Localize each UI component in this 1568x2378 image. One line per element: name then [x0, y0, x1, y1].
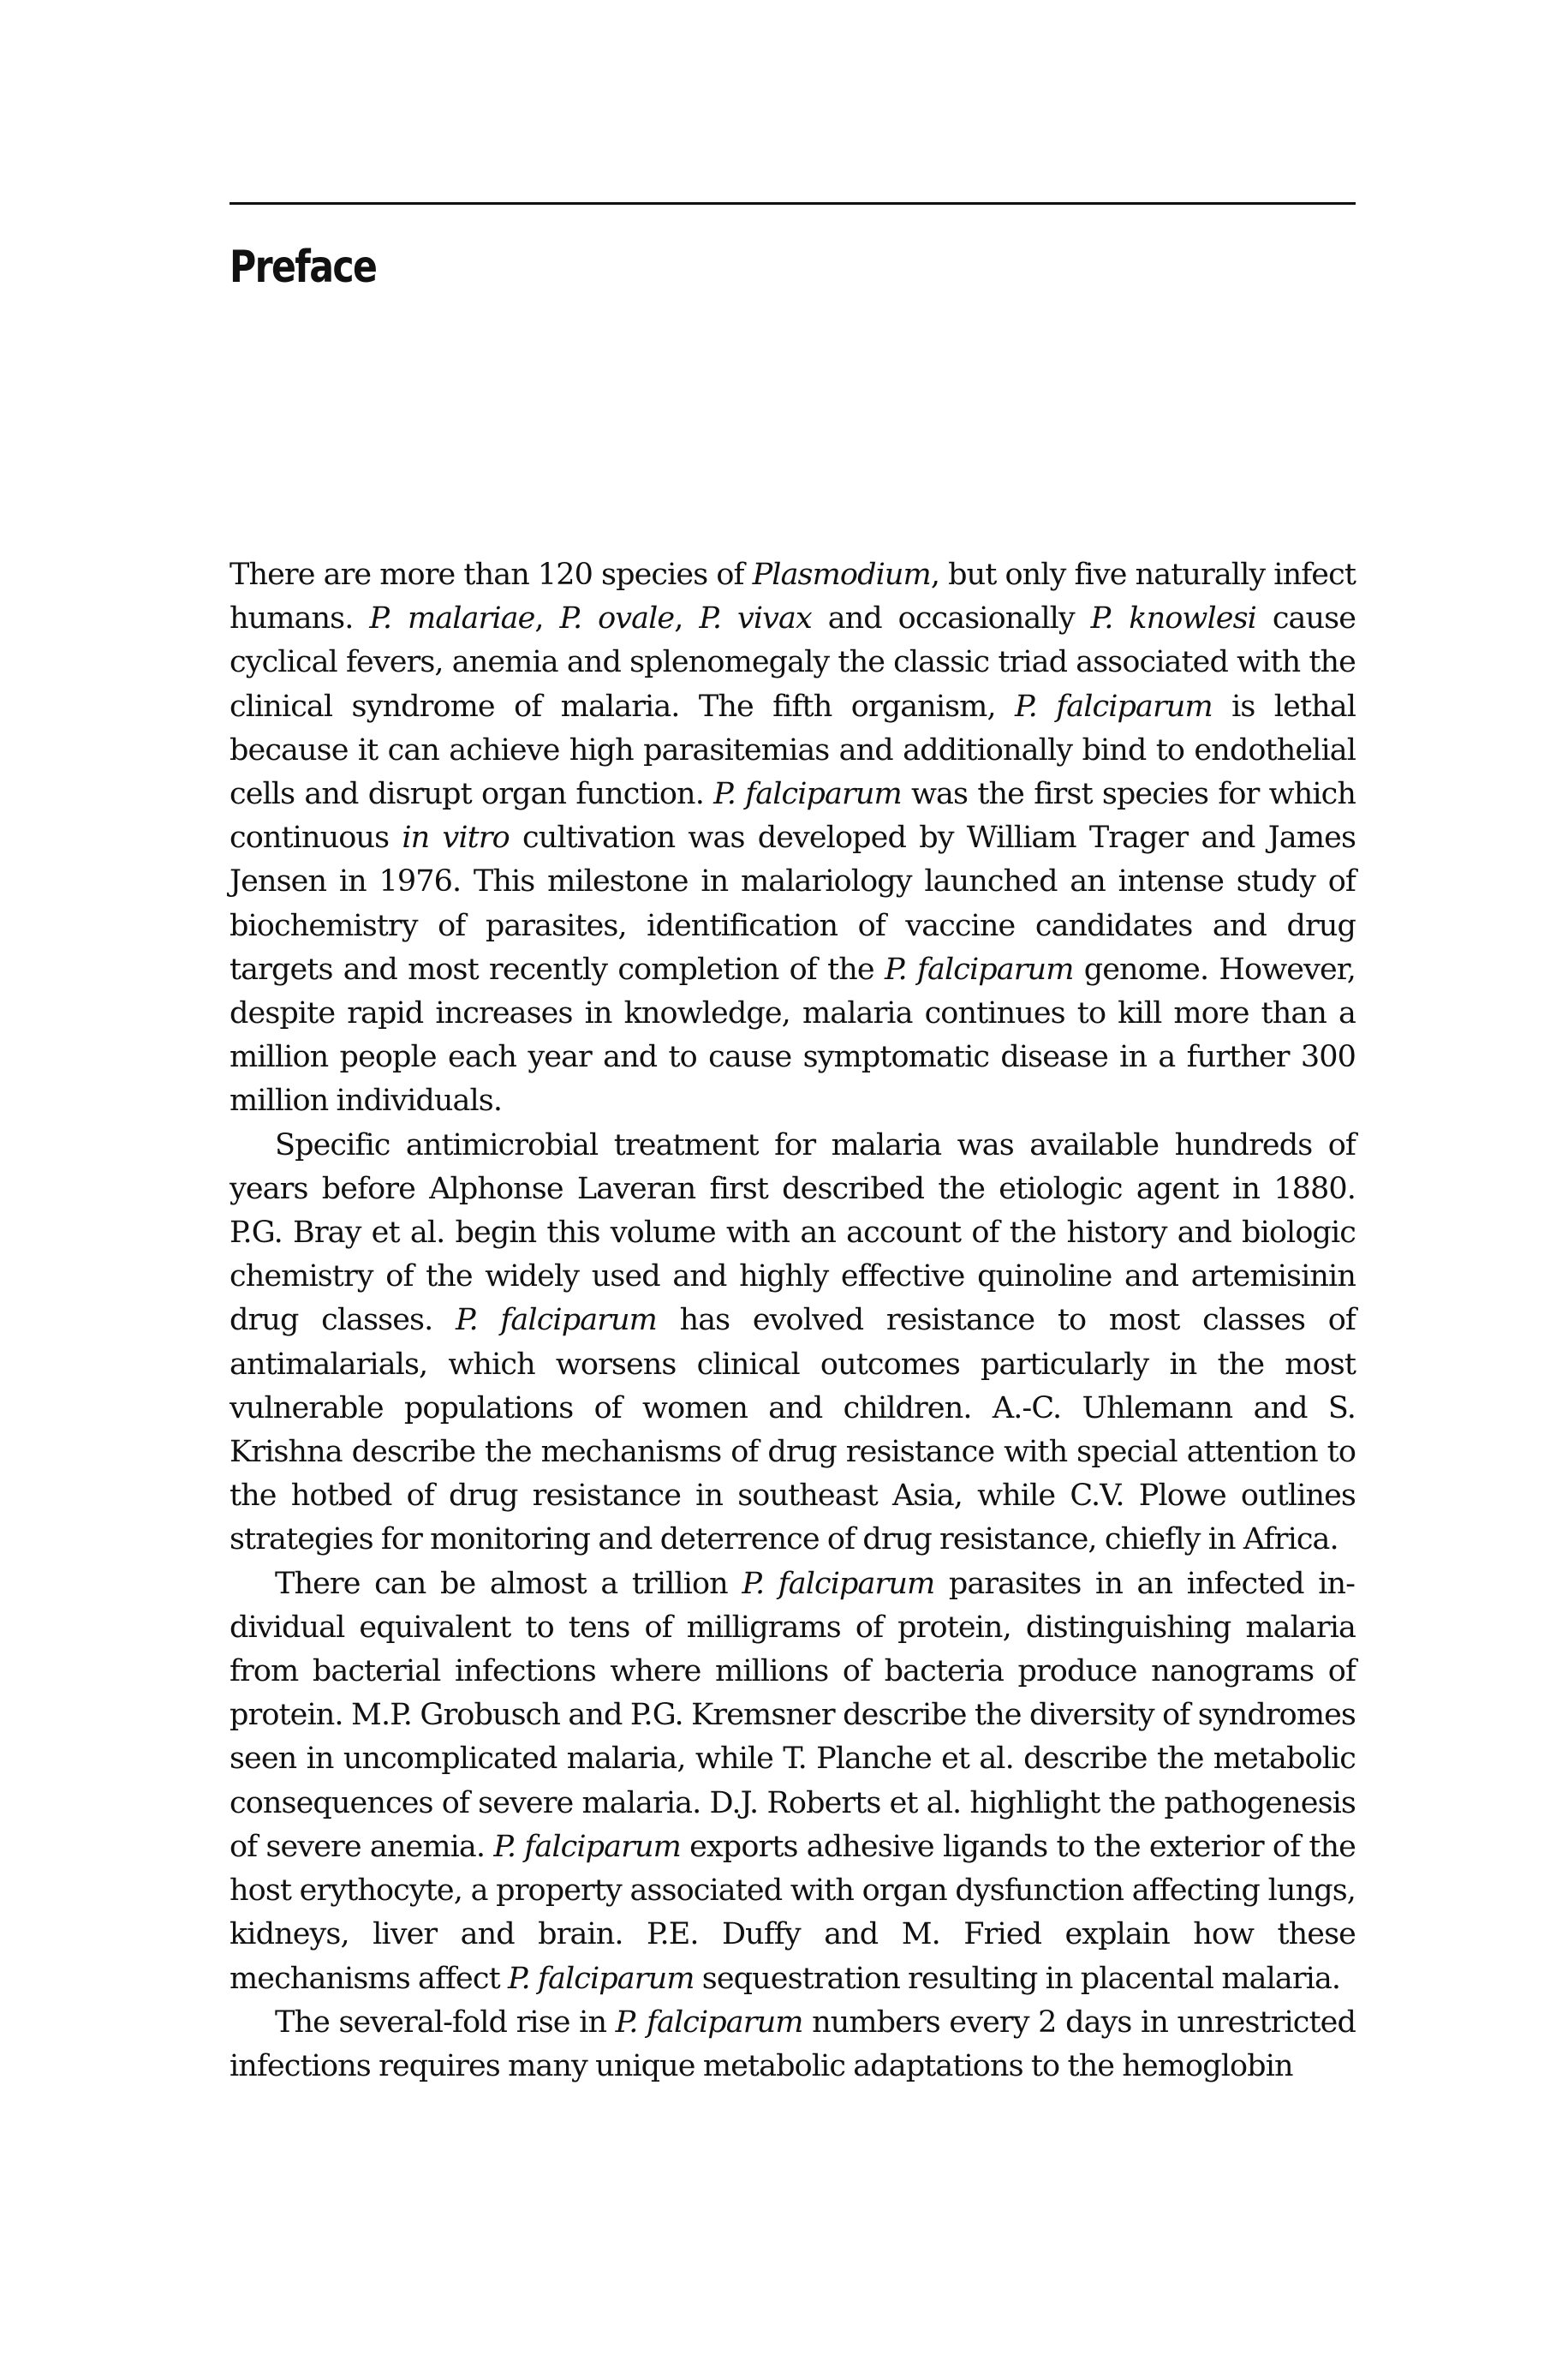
page-title: Preface [230, 242, 377, 293]
italic-term: P. falciparum [713, 777, 902, 812]
text-run: is lethal because it can achieve high parasitemias and additionally bind to endothelial cells and disrupt organ function. [230, 689, 1356, 812]
text-run: There are more than 120 species of [230, 558, 753, 592]
text-run: , [534, 601, 560, 636]
paragraph [230, 2001, 1356, 2088]
italic-term: in vitro [402, 821, 510, 856]
text-run: , but only five naturally infect humans. [230, 558, 1356, 636]
italic-term: Plasmodium [752, 558, 931, 592]
italic-term: P. falciparum [1015, 689, 1213, 724]
italic-term: P. falciparum [884, 952, 1074, 987]
italic-term: P. falciparum [742, 1566, 935, 1601]
text-run: There can be almost a trillion [275, 1566, 742, 1601]
italic-term: P. falciparum [615, 2005, 803, 2040]
paragraph [230, 1124, 1356, 1562]
text-run: , [674, 601, 700, 636]
text-run: Specific antimicrobial treatment for malaria was available hundreds of years before Alphonse Laveran first described the etiologic agent in 1880. P.G. Bray et al. begin this volume with an account of the history and biologic chemistry of the widely used and highly effective quinoline and artemisinin drug classes. [230, 1127, 1356, 1338]
italic-term: P. falciparum [455, 1303, 657, 1338]
italic-term: P. knowlesi [1090, 601, 1256, 636]
italic-term: P. ovale [559, 601, 675, 636]
text-run: genome. However, despite rapid increases in knowledge, malaria continues to kill more than a million people each year and to cause symptomatic disease in a further 300 million individuals. [230, 952, 1356, 1119]
text-run: cultivation was developed by William Trager and James Jensen in 1976. This milestone in malariology launched an intense study of biochemistry of parasites, identification of vaccine candidates and drug targets and most recently completion of the [230, 821, 1356, 987]
text-run: The several-fold rise in [275, 2005, 616, 2040]
italic-term: P. falciparum [493, 1829, 681, 1864]
text-run: parasites in an infected individual equivalent to tens of milligrams of protein, distinguishing malaria from bacterial infections where millions of bacteria produce nanograms of protein. M.P. Grobusch and P.G. Kremsner describe the diversity of syndromes seen in uncomplicated malaria, while T. Planche et al. describe the metabolic consequences of severe malaria. D.J. Roberts et al. highlight the pathogenesis of severe anemia. [230, 1566, 1356, 1864]
text-run: cause cyclical fevers, anemia and splenomegaly the classic triad associated with the clinical syndrome of malaria. The fifth organism, [230, 601, 1356, 724]
text-run: was the first species for which continuous [230, 777, 1356, 856]
paragraph [230, 553, 1356, 1124]
text-run: and occasionally [811, 601, 1091, 636]
text-run: numbers every 2 days in unrestricted infections requires many unique metabolic adaptations to the hemoglobin [230, 2005, 1356, 2083]
paragraph [230, 1562, 1356, 2001]
italic-term: P. vivax [699, 601, 812, 636]
italic-term: P. falciparum [507, 1961, 695, 1996]
text-run: sequestration resulting in placental malaria. [694, 1961, 1341, 1996]
text-run: exports adhesive ligands to the exterior of the host erythocyte, a property associated with organ dysfunction affecting lungs, kidneys, liver and brain. P.E. Duffy and M. Fried explain how these mechanisms affect [230, 1829, 1356, 1996]
text-run: has evolved resistance to most classes of antimalarials, which worsens clinical outcomes particularly in the most vulnerable populations of women and children. A.-C. Uhlemann and S. Krishna describe the mechanisms of drug resistance with special attention to the hotbed of drug resistance in southeast Asia, while C.V. Plowe outlines strategies for monitoring and deterrence of drug resistance, chiefly in Africa. [230, 1303, 1356, 1557]
top-rule [230, 202, 1356, 205]
body-text [230, 553, 1356, 2088]
italic-term: P. malariae [369, 601, 535, 636]
